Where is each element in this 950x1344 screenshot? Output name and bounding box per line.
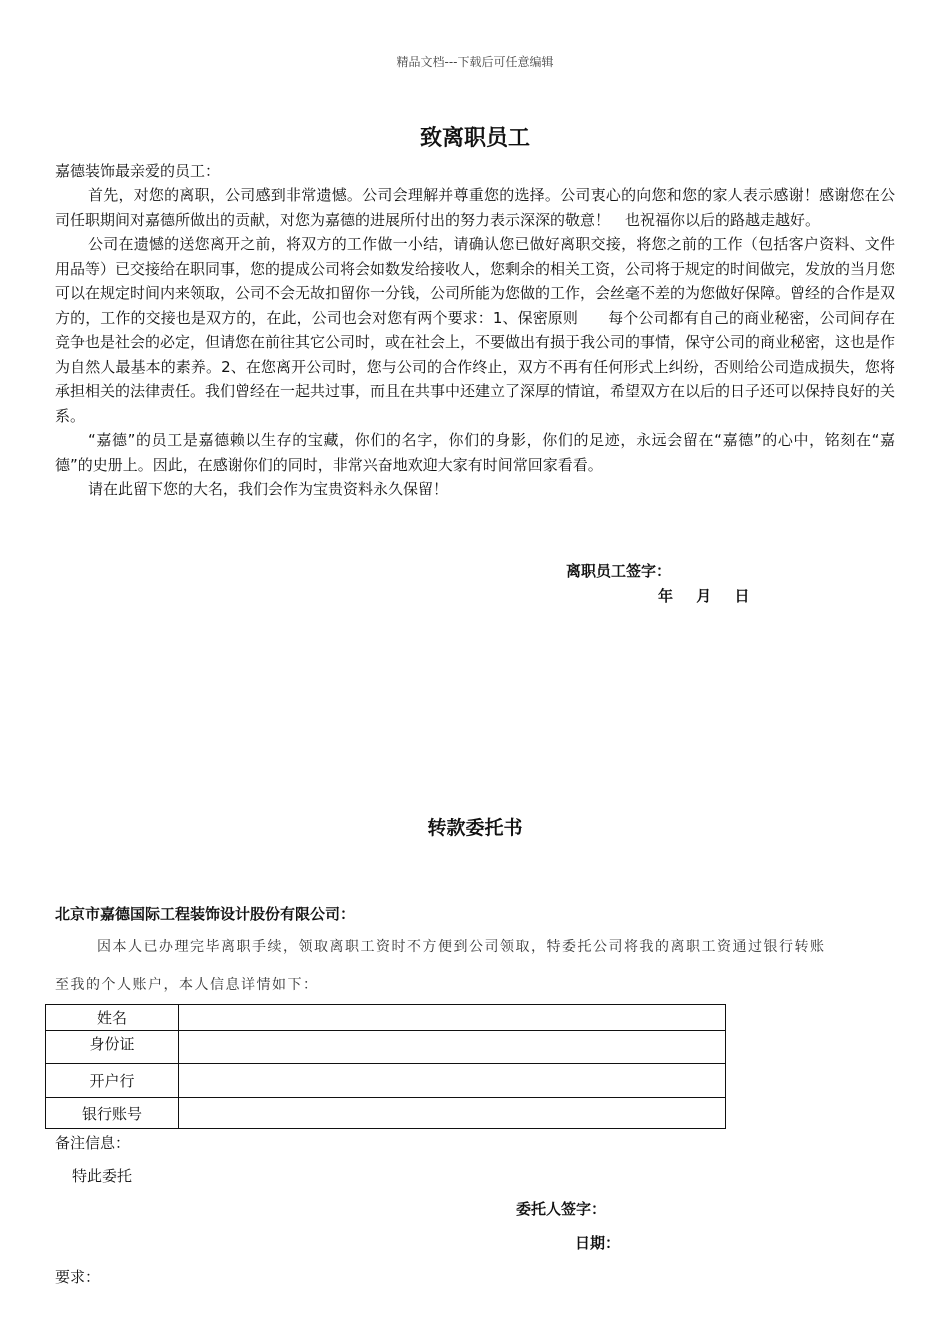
table-row [46,1098,726,1129]
letter-date-line: 年 月 日 [658,587,752,605]
entrustor-signature-label: 委托人签字： [516,1200,607,1218]
letter-body [55,183,895,502]
entrust-request-line-1: 因本人已办理完毕离职手续，领取离职工资时不方便到公司领取，特委托公司将我的离职工资通过银行转账 [97,939,826,955]
entrust-request-line-2: 至我的个人账户，本人信息详情如下： [55,977,319,993]
account-field[interactable] [179,1098,726,1129]
letter-paragraph: 请在此留下您的大名，我们会作为宝贵资料永久保留！ [88,480,449,498]
row-label-account: 银行账号 [46,1098,179,1129]
table-row [46,1064,726,1098]
letter-paragraph: 首先，对您的离职，公司感到非常遗憾。公司会理解并尊重您的选择。公司衷心的向您和您的家人表示感谢！感谢您在公司任职期间对嘉德所做出的贡献，对您为嘉德的进展所付出的努力表示深深的敬意！ 也祝福你以后的路越走越好。 [55,186,895,229]
bank-field[interactable] [179,1064,726,1098]
name-field[interactable] [179,1005,726,1031]
row-label-id-card: 身份证 [46,1031,179,1064]
personal-info-table [45,1004,726,1129]
row-label-name: 姓名 [46,1005,179,1031]
entrust-addressee: 北京市嘉德国际工程装饰设计股份有限公司： [55,905,356,923]
entrust-closing: 特此委托 [72,1167,133,1185]
letter-greeting: 嘉德装饰最亲爱的员工： [55,162,221,180]
entrust-date-label: 日期： [575,1234,621,1252]
id-card-field[interactable] [179,1031,726,1064]
page-header: 精品文档---下载后可任意编辑 [396,55,554,69]
letter-paragraph: 公司在遗憾的送您离开之前，将双方的工作做一小结，请确认您已做好离职交接，将您之前的工作（包括客户资料、文件用品等）已交接给在职同事，您的提成公司将会如数发给接收人，您剩余的相关工资，公司将于规定的时间做完，发放的当月您可以在规定时间内来领取，公司不会无故扣留你一分钱，公司所能为您做的工作，会丝毫不差的为您做好保障。曾经的合作是双方的，工作的交接也是双方的，在此，公司也会对您有两个要求：1、保密原则 每个公司都有自己的商业秘密，公司间存在竞争也是社会的必定，但请您在前往其它公司时，或在社会上，不要做出有损于我公司的事情，保守公司的商业秘密，这也是作为自然人最基本的素养。2、在您离开公司时，您与公司的合作终止，双方不再有任何形式上纠纷，否则给公司造成损失，您将承担相关的法律责任。我们曾经在一起共过事，而且在共事中还建立了深厚的情谊，希望双方在以后的日子还可以保持良好的关系。 [55,235,896,425]
entrust-title: 转款委托书 [427,817,523,839]
table-row [46,1005,726,1031]
employee-signature-label: 离职员工签字： [566,562,672,580]
note-label: 备注信息： [55,1134,131,1152]
row-label-bank: 开户行 [46,1064,179,1098]
letter-paragraph: “嘉德”的员工是嘉德赖以生存的宝藏，你们的名字，你们的身影，你们的足迹，永远会留在“嘉德”的心中，铭刻在“嘉德”的史册上。因此，在感谢你们的同时，非常兴奋地欢迎大家有时间常回家看看。 [55,431,895,474]
table-row [46,1031,726,1064]
requirements-label: 要求： [55,1268,101,1286]
letter-title: 致离职员工 [419,126,530,151]
